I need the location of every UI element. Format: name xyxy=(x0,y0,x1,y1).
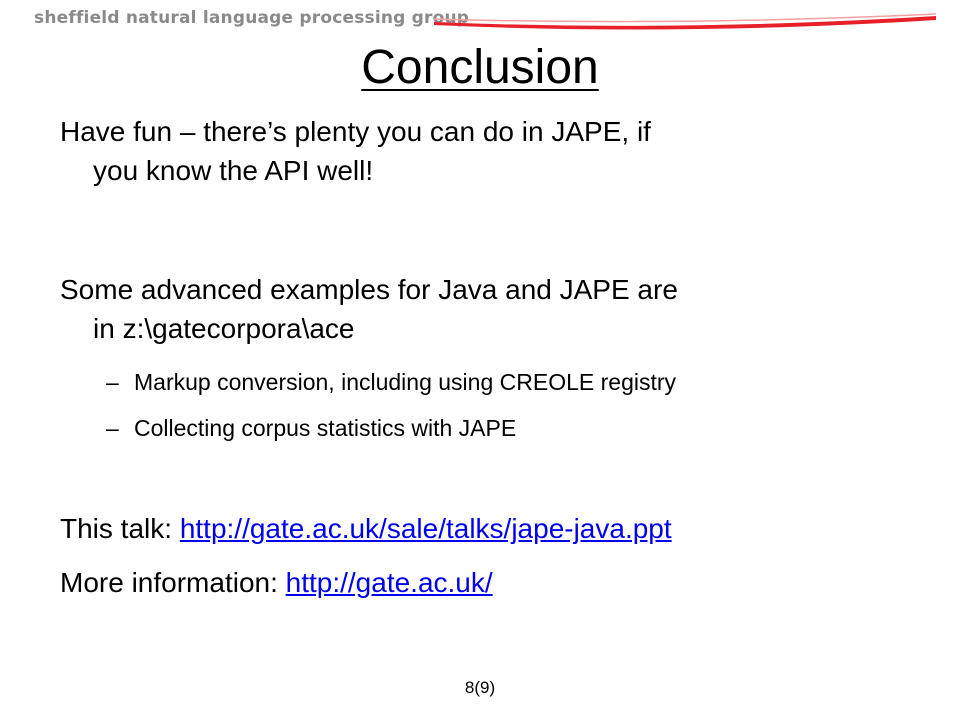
more-info-link[interactable]: http://gate.ac.uk/ xyxy=(285,567,493,598)
talk-link[interactable]: http://gate.ac.uk/sale/talks/jape-java.ppt xyxy=(179,513,672,544)
more-info-line xyxy=(60,563,920,602)
bullet-have-fun: Have fun – there’s plenty you can do in JAPE, if you know the API well! xyxy=(60,116,651,186)
more-info-label: More information: xyxy=(60,567,286,598)
red-swoosh-decoration xyxy=(430,6,940,36)
talk-line xyxy=(60,509,920,548)
sub-bullet-markup-conversion: – Markup conversion, including using CREOLE registry xyxy=(106,369,677,395)
slide-title: Conclusion xyxy=(361,41,599,94)
talk-label: This talk: xyxy=(60,513,180,544)
group-logo-text: sheffield natural language processing group xyxy=(34,8,470,28)
bullet-advanced-examples: Some advanced examples for Java and JAPE are in z:\gatecorpora\ace xyxy=(60,274,678,344)
page-number: 8(9) xyxy=(464,678,496,697)
sub-bullet-corpus-statistics: – Collecting corpus statistics with JAPE xyxy=(106,415,517,441)
